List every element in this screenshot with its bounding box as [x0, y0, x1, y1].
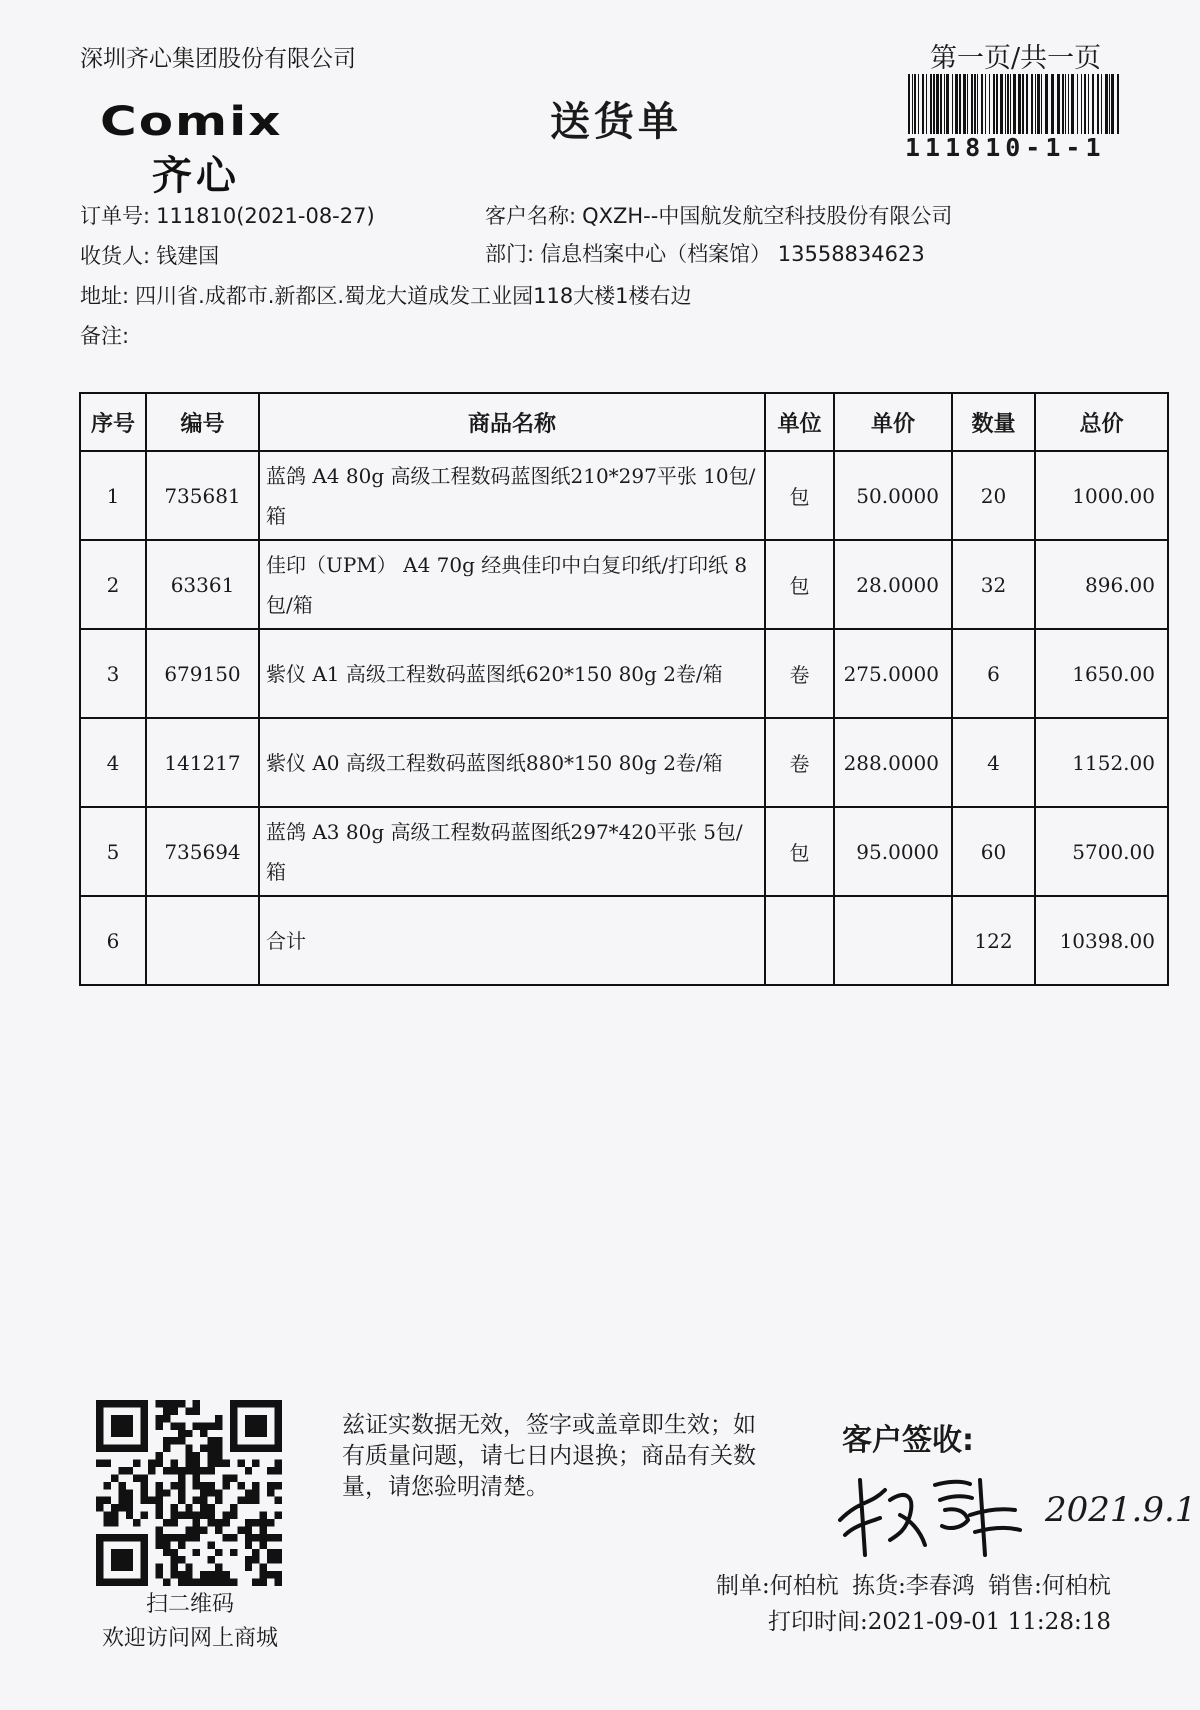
page-info: 第一页/共一页	[930, 43, 1102, 74]
table-row	[80, 540, 1168, 629]
company-name: 深圳齐心集团股份有限公司	[80, 46, 356, 72]
address-value: 四川省.成都市.新都区.蜀龙大道成发工业园118大楼1楼右边	[135, 284, 692, 308]
cell-total: 1650.00	[1035, 629, 1168, 718]
items-table	[79, 392, 1169, 986]
customer-label: 客户名称:	[485, 204, 577, 228]
cell-qty: 4	[952, 718, 1035, 807]
cell-seq: 2	[80, 540, 146, 629]
cell-name: 合计	[259, 896, 765, 985]
qr-caption-line1: 扫二维码	[145, 1592, 234, 1617]
cell-unit: 卷	[765, 629, 834, 718]
dept-label: 部门:	[485, 242, 535, 266]
cell-total: 5700.00	[1035, 807, 1168, 896]
remark-label: 备注:	[80, 324, 130, 348]
cell-name: 紫仪 A1 高级工程数码蓝图纸620*150 80g 2卷/箱	[259, 629, 765, 718]
cell-price: 95.0000	[834, 807, 952, 896]
qr-caption-line2: 欢迎访问网上商城	[101, 1626, 278, 1651]
cell-qty: 32	[952, 540, 1035, 629]
cell-code: 141217	[146, 718, 259, 807]
prepared-by: 制单:何柏杭	[716, 1573, 839, 1599]
cell-price: 275.0000	[834, 629, 952, 718]
header-seq: 序号	[80, 393, 146, 451]
address-label: 地址:	[80, 284, 130, 308]
remark	[80, 320, 135, 350]
cell-price: 288.0000	[834, 718, 952, 807]
cell-total: 1000.00	[1035, 451, 1168, 540]
cell-seq: 1	[80, 451, 146, 540]
header-price: 单价	[834, 393, 952, 451]
qr-caption	[80, 1588, 300, 1656]
department	[485, 238, 925, 268]
address	[80, 280, 692, 310]
header-name: 商品名称	[259, 393, 765, 451]
table-total-row	[80, 896, 1168, 985]
order-label: 订单号:	[80, 204, 151, 228]
cell-seq: 6	[80, 896, 146, 985]
picked-by: 拣货:李春鸿	[852, 1573, 975, 1599]
document-title: 送货单	[550, 99, 682, 145]
cell-qty: 60	[952, 807, 1035, 896]
dept-value: 信息档案中心（档案馆） 13558834623	[540, 242, 925, 266]
header-unit: 单位	[765, 393, 834, 451]
cell-name: 紫仪 A0 高级工程数码蓝图纸880*150 80g 2卷/箱	[259, 718, 765, 807]
barcode-icon	[908, 74, 1124, 134]
cell-total: 896.00	[1035, 540, 1168, 629]
print-time: 打印时间:2021-09-01 11:28:18	[768, 1609, 1111, 1635]
table-row	[80, 451, 1168, 540]
cell-price	[834, 896, 952, 985]
cell-qty: 122	[952, 896, 1035, 985]
header-total: 总价	[1035, 393, 1168, 451]
qr-code-icon[interactable]	[96, 1400, 282, 1586]
cell-unit: 包	[765, 451, 834, 540]
customer-name	[485, 200, 952, 230]
customer-value: QXZH--中国航发航空科技股份有限公司	[582, 204, 953, 228]
cell-code: 735681	[146, 451, 259, 540]
receiver	[80, 240, 219, 270]
customer-sign-title: 客户签收:	[842, 1423, 974, 1458]
cell-name: 佳印（UPM） A4 70g 经典佳印中白复印纸/打印纸 8包/箱	[259, 540, 765, 629]
receiver-value: 钱建国	[156, 244, 220, 268]
order-value: 111810(2021-08-27)	[156, 204, 375, 228]
sales-by: 销售:何柏杭	[988, 1573, 1111, 1599]
comix-logo	[100, 98, 340, 198]
cell-unit: 卷	[765, 718, 834, 807]
cell-total: 1152.00	[1035, 718, 1168, 807]
cell-qty: 6	[952, 629, 1035, 718]
header-code: 编号	[146, 393, 259, 451]
table-header-row	[80, 393, 1168, 451]
cell-seq: 4	[80, 718, 146, 807]
cell-code: 679150	[146, 629, 259, 718]
barcode-number: 111810-1-1	[905, 133, 1106, 162]
cell-qty: 20	[952, 451, 1035, 540]
cell-name: 蓝鸽 A3 80g 高级工程数码蓝图纸297*420平张 5包/箱	[259, 807, 765, 896]
signature-date: 2021.9.1	[1045, 1490, 1197, 1530]
handwritten-signature	[830, 1460, 1030, 1560]
staff-line	[716, 1567, 1111, 1600]
cell-code: 735694	[146, 807, 259, 896]
cell-name: 蓝鸽 A4 80g 高级工程数码蓝图纸210*297平张 10包/箱	[259, 451, 765, 540]
cell-price: 50.0000	[834, 451, 952, 540]
cell-seq: 3	[80, 629, 146, 718]
cell-seq: 5	[80, 807, 146, 896]
cell-total: 10398.00	[1035, 896, 1168, 985]
order-number	[80, 200, 375, 230]
receiver-label: 收货人:	[80, 244, 151, 268]
cell-code: 63361	[146, 540, 259, 629]
cell-code	[146, 896, 259, 985]
notice-text: 兹证实数据无效，签字或盖章即生效；如有质量问题，请七日内退换；商品有关数量，请您验明清楚。	[342, 1412, 756, 1500]
logo-text-cn: 齐心	[152, 153, 240, 199]
table-row	[80, 629, 1168, 718]
logo-text-en: Comix	[100, 98, 283, 145]
table-row	[80, 807, 1168, 896]
cell-price: 28.0000	[834, 540, 952, 629]
header-qty: 数量	[952, 393, 1035, 451]
table-row	[80, 718, 1168, 807]
cell-unit: 包	[765, 540, 834, 629]
cell-unit: 包	[765, 807, 834, 896]
cell-unit	[765, 896, 834, 985]
